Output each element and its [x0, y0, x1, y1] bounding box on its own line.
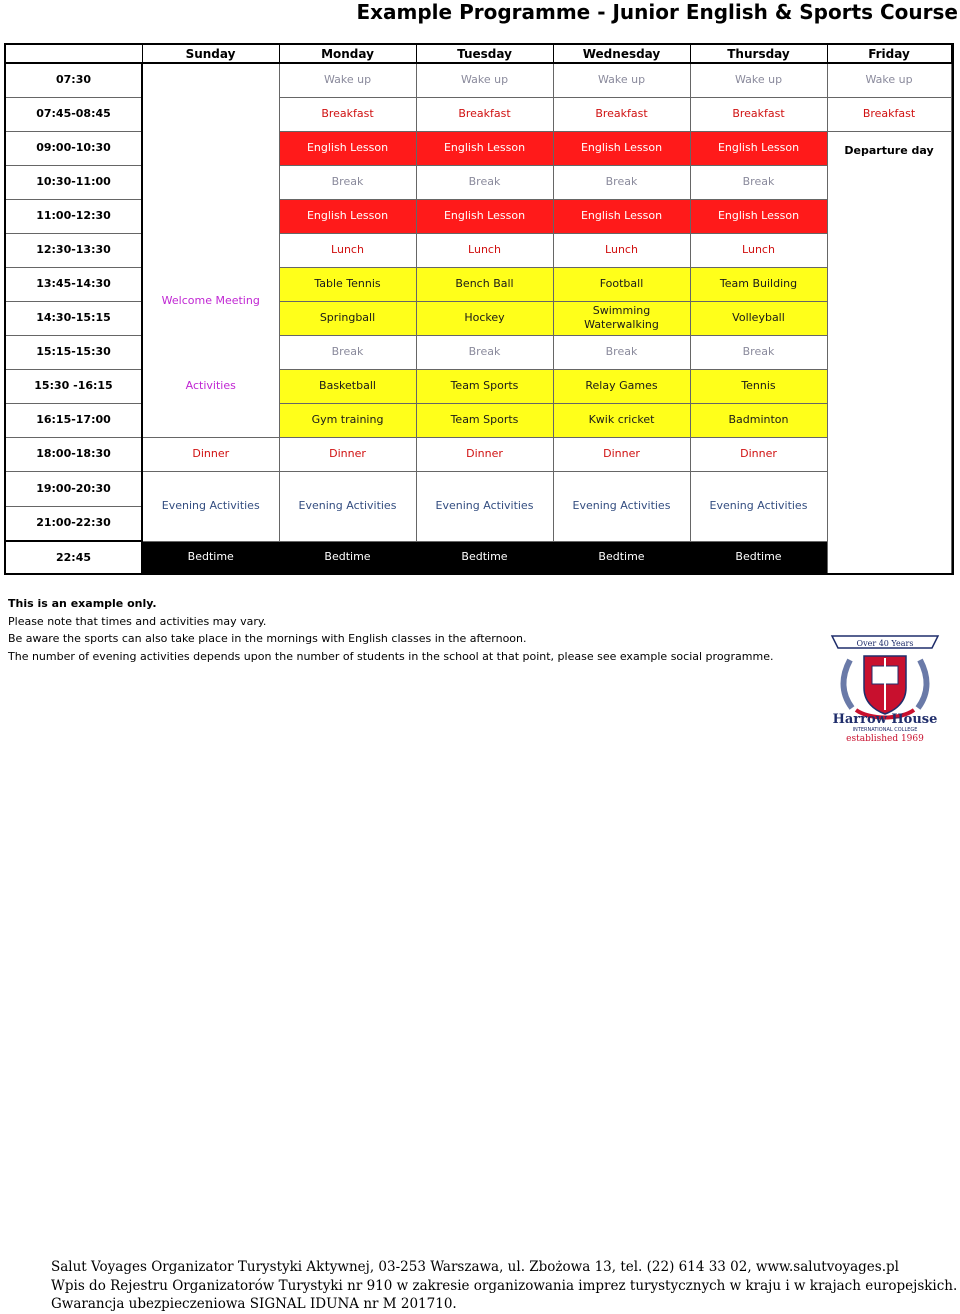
monday-sport-4: Gym training: [279, 403, 416, 437]
sunday-evening: Evening Activities: [142, 471, 279, 541]
harrow-house-logo: [820, 630, 950, 745]
notes: [8, 595, 774, 665]
time-cell: 07:45-08:45: [5, 97, 142, 131]
wednesday-sport-4: Kwik cricket: [553, 403, 690, 437]
header-wednesday: Wednesday: [553, 44, 690, 63]
wednesday-sport-1: Football: [553, 267, 690, 301]
monday-sport-1: Table Tennis: [279, 267, 416, 301]
row-1515: [5, 335, 953, 369]
monday-evening: Evening Activities: [279, 471, 416, 541]
thursday-sport-2: Volleyball: [690, 301, 827, 335]
footer-line-1: Salut Voyages Organizator Turystyki Aktywnej, 03-253 Warszawa, ul. Zbożowa 13, tel. (22) 614 33 02, www.salutvoyages.pl: [51, 1259, 899, 1275]
tuesday-break-2: Break: [416, 335, 553, 369]
friday-wake: Wake up: [827, 63, 951, 97]
monday-bedtime: Bedtime: [279, 541, 416, 574]
logo-established-text: established 1969: [846, 734, 924, 744]
tuesday-sport-1: Bench Ball: [416, 267, 553, 301]
monday-dinner: Dinner: [279, 437, 416, 471]
page-title: Example Programme - Junior English & Sports Course: [356, 0, 958, 24]
thursday-breakfast: Breakfast: [690, 97, 827, 131]
time-cell: 10:30-11:00: [5, 165, 142, 199]
monday-sport-3: Basketball: [279, 369, 416, 403]
wednesday-bedtime: Bedtime: [553, 541, 690, 574]
sunday-welcome-meeting: Welcome Meeting: [142, 267, 279, 335]
logo-banner-text: Over 40 Years: [856, 639, 914, 648]
monday-break-1: Break: [279, 165, 416, 199]
wednesday-dinner: Dinner: [553, 437, 690, 471]
header-monday: Monday: [279, 44, 416, 63]
thursday-wake: Wake up: [690, 63, 827, 97]
header-tuesday: Tuesday: [416, 44, 553, 63]
header-sunday: Sunday: [142, 44, 279, 63]
tuesday-sport-4: Team Sports: [416, 403, 553, 437]
row-2245: [5, 541, 953, 574]
tuesday-bedtime: Bedtime: [416, 541, 553, 574]
monday-lunch: Lunch: [279, 233, 416, 267]
thursday-lunch: Lunch: [690, 233, 827, 267]
logo-name-text: Harrow House: [832, 712, 938, 727]
wednesday-sport-3: Relay Games: [553, 369, 690, 403]
logo-subtitle-text: INTERNATIONAL COLLEGE: [852, 727, 918, 733]
time-cell: 11:00-12:30: [5, 199, 142, 233]
row-1800: [5, 437, 953, 471]
sunday-bedtime: Bedtime: [142, 541, 279, 574]
monday-sport-2: Springball: [279, 301, 416, 335]
wednesday-sport-2a: Swimming: [592, 304, 651, 317]
tuesday-breakfast: Breakfast: [416, 97, 553, 131]
thursday-break-1: Break: [690, 165, 827, 199]
monday-lesson-2: English Lesson: [279, 199, 416, 233]
time-cell: 15:30 -16:15: [5, 369, 142, 403]
monday-lesson-1: English Lesson: [279, 131, 416, 165]
note-times: Please note that times and activities may vary.: [8, 614, 267, 628]
time-cell: 19:00-20:30: [5, 471, 142, 506]
time-cell: 13:45-14:30: [5, 267, 142, 301]
monday-wake: Wake up: [279, 63, 416, 97]
row-1900: [5, 471, 953, 506]
monday-break-2: Break: [279, 335, 416, 369]
sunday-dinner: Dinner: [142, 437, 279, 471]
wednesday-sport-2b: Waterwalking: [584, 318, 659, 331]
thursday-dinner: Dinner: [690, 437, 827, 471]
thursday-lesson-1: English Lesson: [690, 131, 827, 165]
header-corner: [5, 44, 142, 63]
logo-crest-icon: [820, 630, 950, 745]
friday-breakfast: Breakfast: [827, 97, 951, 131]
thursday-lesson-2: English Lesson: [690, 199, 827, 233]
wednesday-lunch: Lunch: [553, 233, 690, 267]
note-example: This is an example only.: [8, 597, 157, 610]
tuesday-evening: Evening Activities: [416, 471, 553, 541]
tuesday-sport-2: Hockey: [416, 301, 553, 335]
tuesday-lesson-1: English Lesson: [416, 131, 553, 165]
tuesday-lesson-2: English Lesson: [416, 199, 553, 233]
header-friday: Friday: [827, 44, 951, 63]
thursday-sport-3: Tennis: [690, 369, 827, 403]
row-0730: [5, 63, 953, 97]
friday-bedtime-empty: [951, 541, 953, 574]
time-cell: 16:15-17:00: [5, 403, 142, 437]
tuesday-lunch: Lunch: [416, 233, 553, 267]
tuesday-dinner: Dinner: [416, 437, 553, 471]
footer: [51, 1258, 957, 1314]
time-cell: 14:30-15:15: [5, 301, 142, 335]
note-evening: The number of evening activities depends upon the number of students in the school at that point, please see example social programme.: [8, 649, 774, 663]
wednesday-wake: Wake up: [553, 63, 690, 97]
departure-label: Departure day: [844, 143, 934, 157]
thursday-bedtime: Bedtime: [690, 541, 827, 574]
time-cell: 21:00-22:30: [5, 506, 142, 541]
thursday-sport-1: Team Building: [690, 267, 827, 301]
footer-line-3: Gwarancja ubezpieczeniowa SIGNAL IDUNA nr M 201710.: [51, 1296, 457, 1312]
wednesday-evening: Evening Activities: [553, 471, 690, 541]
wednesday-breakfast: Breakfast: [553, 97, 690, 131]
monday-breakfast: Breakfast: [279, 97, 416, 131]
wednesday-break-1: Break: [553, 165, 690, 199]
time-cell: 18:00-18:30: [5, 437, 142, 471]
time-cell: 15:15-15:30: [5, 335, 142, 369]
wednesday-lesson-2: English Lesson: [553, 199, 690, 233]
row-1345: [5, 267, 953, 301]
thursday-evening: Evening Activities: [690, 471, 827, 541]
header-row: [5, 44, 953, 63]
time-cell: 12:30-13:30: [5, 233, 142, 267]
wednesday-break-2: Break: [553, 335, 690, 369]
tuesday-break-1: Break: [416, 165, 553, 199]
note-sports: Be aware the sports can also take place in the mornings with English classes in the afternoon.: [8, 632, 527, 645]
sunday-activities: Activities: [142, 335, 279, 437]
thursday-break-2: Break: [690, 335, 827, 369]
thursday-sport-4: Badminton: [690, 403, 827, 437]
wednesday-lesson-1: English Lesson: [553, 131, 690, 165]
tuesday-sport-3: Team Sports: [416, 369, 553, 403]
footer-line-2: Wpis do Rejestru Organizatorów Turystyki nr 910 w zakresie organizowania imprez turystycznych w kraju i w krajach europejskich.: [51, 1277, 958, 1294]
header-thursday: Thursday: [690, 44, 827, 63]
time-cell: 09:00-10:30: [5, 131, 142, 165]
schedule-table: [4, 43, 954, 575]
time-cell: 22:45: [5, 541, 142, 574]
friday-departure: [827, 131, 951, 574]
time-cell: 07:30: [5, 63, 142, 97]
tuesday-wake: Wake up: [416, 63, 553, 97]
sunday-morning-empty: [142, 63, 279, 267]
wednesday-sport-2: [553, 301, 690, 335]
